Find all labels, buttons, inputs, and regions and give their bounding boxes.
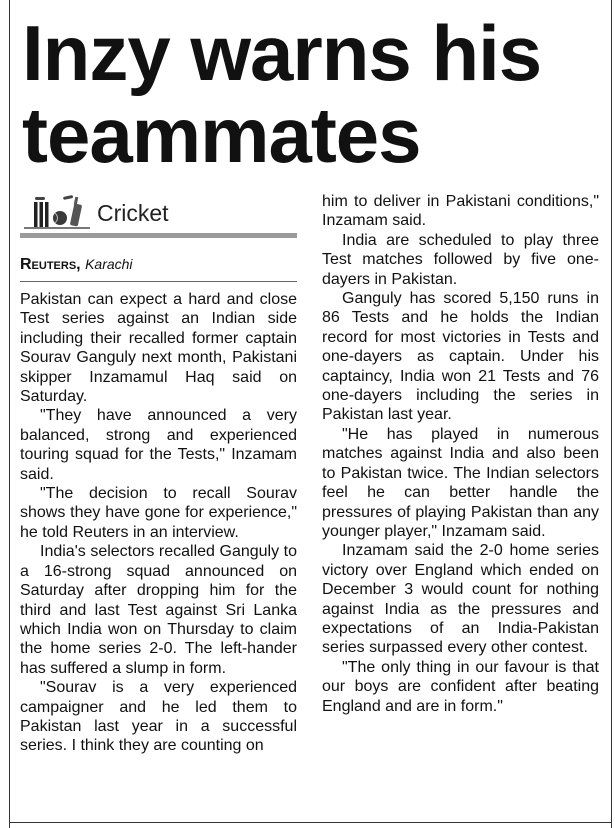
paragraph: India's selectors recalled Ganguly to a 16-strong squad announced on Saturday after dropping him for the third and last Test against Sri Lanka which India won on Thursday to claim the home series 2-0. The left-hander has suffered a slump in form. xyxy=(20,543,297,677)
section-divider xyxy=(20,233,297,238)
paragraph: him to deliver in Pakistani conditions," Inzamam said. xyxy=(322,193,599,230)
section-tag xyxy=(20,192,297,236)
byline xyxy=(20,255,297,274)
bottom-border-rule xyxy=(9,822,612,823)
byline-agency: Reuters, xyxy=(20,256,81,273)
paragraph: Ganguly has scored 5,150 runs in 86 Tests and he holds the Indian record for most victories in Tests and one-dayers as captain. Under his captaincy, India won 21 Tests and 76 one-dayers including the series in Pakistan last year. xyxy=(322,290,599,424)
paragraph: Pakistan can expect a hard and close Test series against an Indian side including their recalled former captain Sourav Ganguly next month, Pakistani skipper Inzamamul Haq said on Saturday. xyxy=(20,291,297,406)
byline-location: Karachi xyxy=(85,256,133,272)
headline: Inzy warns his teammates xyxy=(22,9,542,179)
paragraph: "The only thing in our favour is that our boys are confident after beating England and are in form." xyxy=(322,658,599,715)
article-column-left xyxy=(20,290,297,756)
paragraph: "The decision to recall Sourav shows they have gone for experience," he told Reuters in an interview. xyxy=(20,485,297,541)
cricket-icon xyxy=(22,194,92,230)
paragraph: "They have announced a very balanced, strong and experienced touring squad for the Tests," Inzamam said. xyxy=(20,407,297,483)
byline-divider xyxy=(20,281,297,282)
article-column-right xyxy=(322,192,599,716)
paragraph: Inzamam said the 2-0 home series victory over England which ended on December 3 would count for nothing against India as the pressures and expectations of an India-Pakistan series surpassed every other contest. xyxy=(322,542,599,657)
paragraph: "Sourav is a very experienced campaigner and he led them to Pakistan last year in a successful series. I think they are counting on xyxy=(20,679,297,755)
left-border-rule xyxy=(9,0,10,828)
paragraph: India are scheduled to play three Test matches followed by five one-dayers in Pakistan. xyxy=(322,231,599,288)
right-border-rule xyxy=(611,0,612,828)
paragraph: "He has played in numerous matches against India and also been to Pakistan twice. The Indian selectors feel he can better handle the pressures of playing Pakistan than any younger player," Inzamam said. xyxy=(322,425,599,540)
section-label: Cricket xyxy=(97,200,169,226)
